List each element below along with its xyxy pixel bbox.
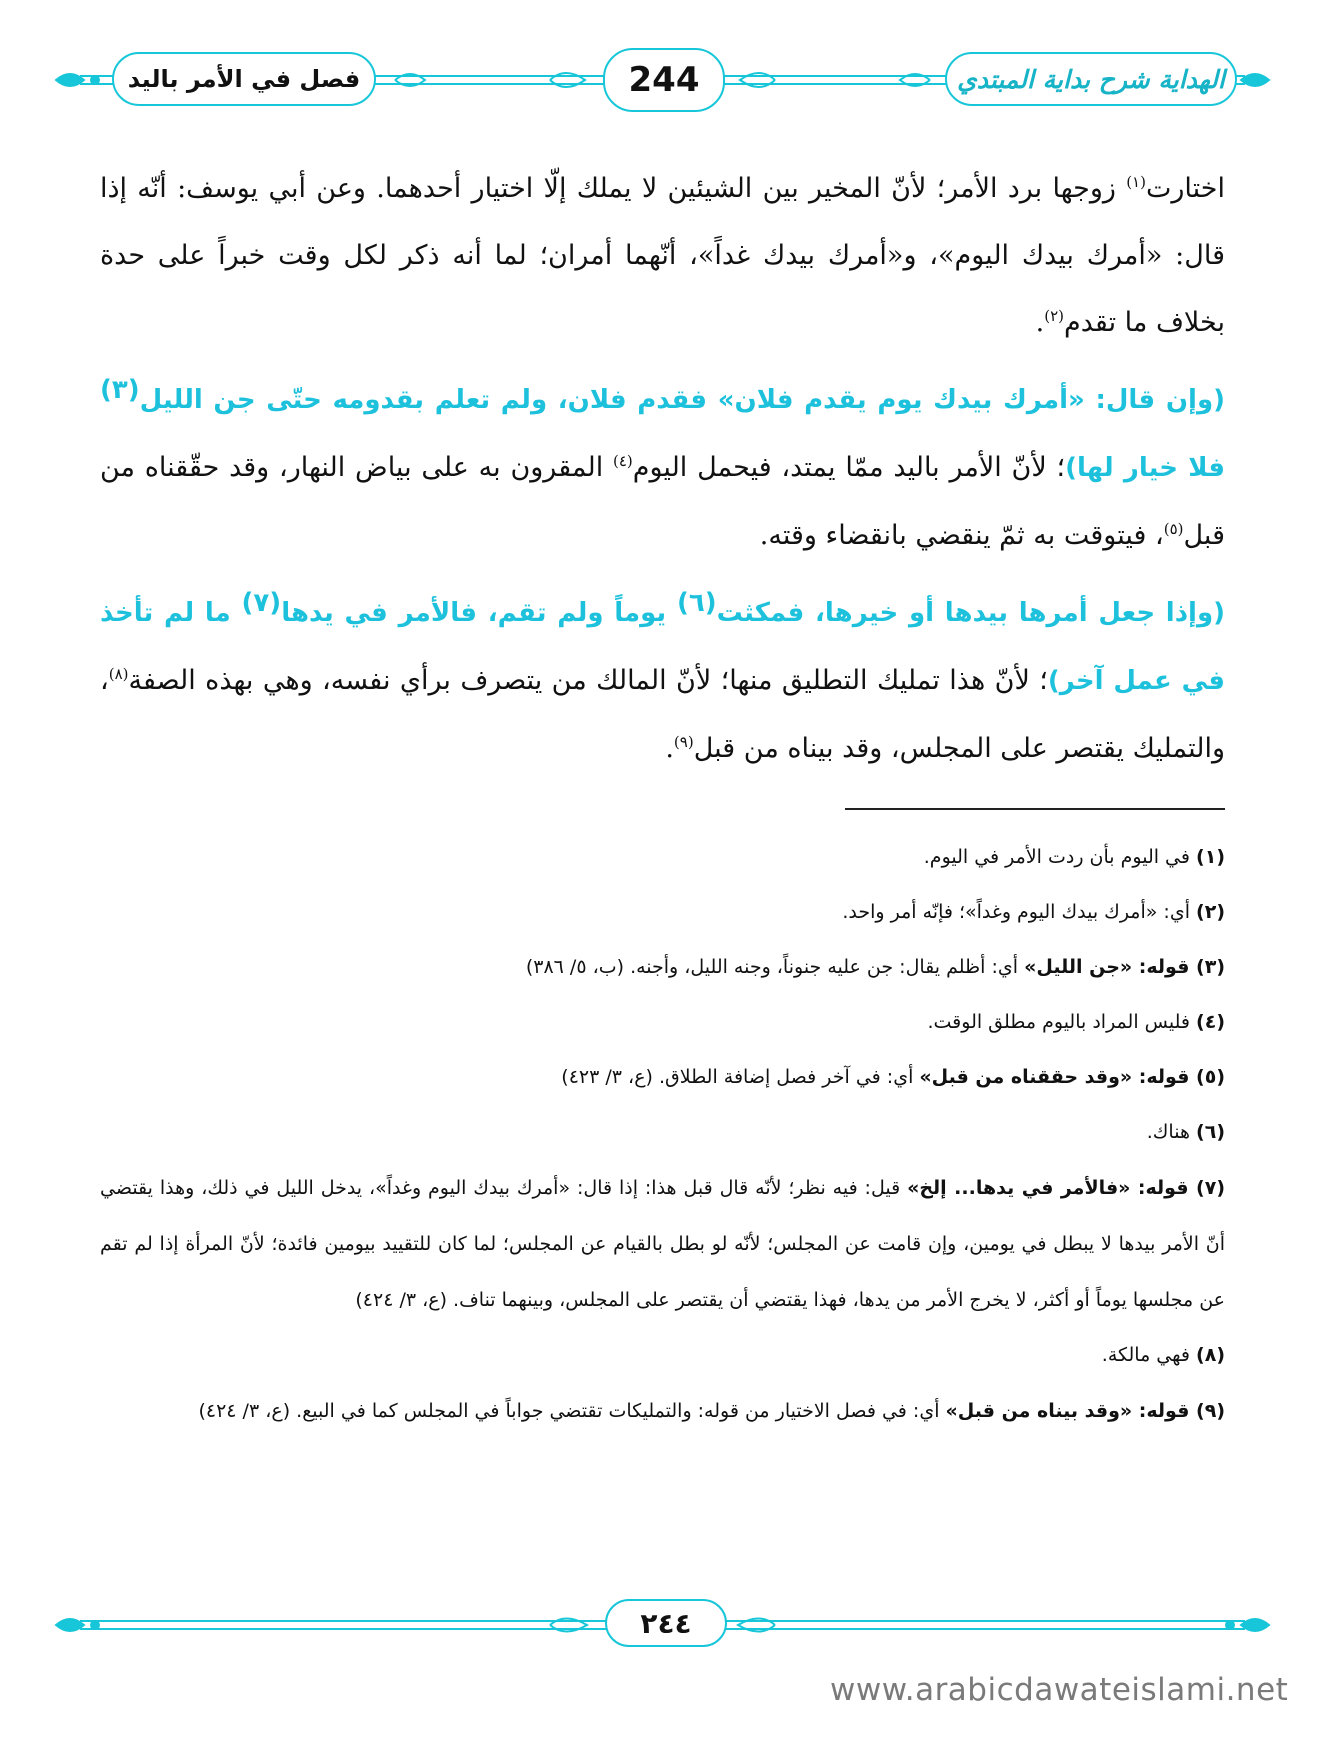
footnote-7 [100, 1160, 1225, 1328]
page-header [50, 40, 1275, 120]
footnote-text: فليس المراد باليوم مطلق الوقت. [927, 1011, 1197, 1033]
footnote-text: هناك. [1146, 1121, 1197, 1143]
footnote-lemma: قوله: «جن الليل» [1024, 956, 1197, 978]
footnotes [100, 830, 1225, 1439]
text-span: ؛ لأنّ هذا تمليك التطليق منها؛ لأنّ المالك من يتصرف برأي نفسه، وهي بهذه الصفة [128, 665, 1048, 696]
book-title-logo: الهداية شرح بداية المبتدي [945, 52, 1237, 106]
footnote-number: (٦) [1196, 1121, 1225, 1143]
footnote-number: (٨) [1196, 1344, 1225, 1366]
paragraph [100, 155, 1225, 356]
footnote-ref[interactable]: (٤) [612, 452, 633, 470]
footnote-ref[interactable]: (٩) [673, 733, 694, 751]
matn-highlight: (وإذا جعل أمرها بيدها أو خيرها، فمكثت [716, 598, 1226, 628]
footnote-8 [100, 1328, 1225, 1383]
footnote-text: فهي مالكة. [1101, 1344, 1197, 1366]
page-number-footer: ٢٤٤ [605, 1599, 727, 1647]
footnote-ref[interactable]: (٣) [100, 375, 140, 405]
footnote-1 [100, 830, 1225, 885]
footnote-ref[interactable]: (٦) [676, 588, 717, 618]
footnote-text: أي: أظلم يقال: جن عليه جنوناً، وجنه الليل، وأجنه. (ب، ٥/ ٣٨٦) [525, 956, 1025, 978]
text-span: ، والتمليك يقتصر على المجلس، وقد بيناه من قبل [100, 665, 1225, 764]
website-url[interactable]: www.arabicdawateislami.net [830, 1672, 1289, 1708]
text-span: . [665, 733, 674, 764]
footnote-lemma: قوله: «فالأمر في يدها... إلخ» [907, 1177, 1197, 1199]
footnote-ref[interactable]: (٥) [1163, 520, 1184, 538]
page-number-header: 244 [603, 48, 725, 112]
footnote-ref[interactable]: (٢) [1044, 307, 1065, 325]
footnote-divider [845, 808, 1225, 810]
matn-highlight: (وإن قال: «أمرك بيدك يوم يقدم فلان» فقدم فلان، ولم تعلم بقدومه حتّى جن الليل [139, 385, 1225, 415]
text-span: المقرون به على بياض النهار، وقد حقّقناه من قبل [100, 452, 1225, 551]
footnote-number: (٤) [1196, 1011, 1225, 1033]
main-text [100, 155, 1225, 792]
text-span: . [1035, 307, 1045, 338]
matn-highlight: يوماً ولم تقم، فالأمر في يدها [281, 598, 677, 628]
footnote-9 [100, 1383, 1225, 1439]
footnote-text: أي: في آخر فصل إضافة الطلاق. (ع، ٣/ ٤٢٣) [561, 1066, 920, 1088]
footnote-number: (٩) [1196, 1400, 1225, 1422]
matn-highlight: ما لم تأخذ في عمل آخر) [100, 598, 1225, 696]
text-span: اختارت [1145, 173, 1225, 204]
page-footer [50, 1595, 1275, 1655]
footnote-6 [100, 1105, 1225, 1160]
footnote-lemma: قوله: «وقد بيناه من قبل» [945, 1400, 1197, 1422]
paragraph [100, 579, 1225, 782]
footnote-number: (١) [1196, 846, 1225, 868]
text-span: ، فيتوقت به ثمّ ينقضي بانقضاء وقته. [759, 520, 1164, 551]
matn-highlight: فلا خيار لها) [1065, 453, 1225, 483]
footnote-text: قيل: فيه نظر؛ لأنّه قال قبل هذا: إذا قال: «أمرك بيدك اليوم وغداً»، يدخل الليل في ذلك، وهذا يقتضي أنّ الأمر بيدها لا يبطل في يومين، وإن قامت عن المجلس؛ لأنّه لو بطل بالقيام عن المجلس؛ لما كان للتقييد بيومين فائدة؛ لأنّ المرأة إذا لم تقم عن مجلسها يوماً أو أكثر، لا يخرج الأمر من يدها، فهذا يقتضي أن يقتصر على المجلس، وبينهما تناف. (ع، ٣/ ٤٢٤) [100, 1177, 1225, 1311]
footnote-2 [100, 885, 1225, 940]
footnote-number: (٢) [1196, 901, 1225, 923]
footnote-5 [100, 1050, 1225, 1105]
footnote-ref[interactable]: (٧) [241, 588, 282, 618]
footnote-text: أي: في فصل الاختيار من قوله: والتمليكات تقتضي جواباً في المجلس كما في البيع. (ع، ٣/ ٤٢٤) [198, 1400, 946, 1422]
footnote-lemma: قوله: «وقد حققناه من قبل» [919, 1066, 1197, 1088]
footnote-text: في اليوم بأن ردت الأمر في اليوم. [923, 846, 1197, 868]
footnote-number: (٥) [1196, 1066, 1225, 1088]
footnote-ref[interactable]: (٨) [108, 665, 129, 683]
footnote-3 [100, 940, 1225, 995]
chapter-title: فصل في الأمر باليد [112, 52, 376, 106]
footnote-number: (٧) [1196, 1177, 1225, 1199]
footnote-text: أي: «أمرك بيدك اليوم وغداً»؛ فإنّه أمر واحد. [842, 901, 1197, 923]
paragraph [100, 366, 1225, 569]
text-span: ؛ لأنّ الأمر باليد ممّا يمتد، فيحمل اليوم [632, 452, 1066, 483]
footnote-ref[interactable]: (١) [1126, 173, 1146, 191]
footnote-number: (٣) [1196, 956, 1225, 978]
text-span: زوجها برد الأمر؛ لأنّ المخير بين الشيئين لا يملك إلّا اختيار أحدهما. وعن أبي يوسف: أنّه إذا قال: «أمرك بيدك اليوم»، و«أمرك بيدك غداً»، أنّهما أمران؛ لما أنه ذكر لكل وقت خبراً على حدة بخلاف ما تقدم [100, 173, 1225, 338]
footnote-4 [100, 995, 1225, 1050]
